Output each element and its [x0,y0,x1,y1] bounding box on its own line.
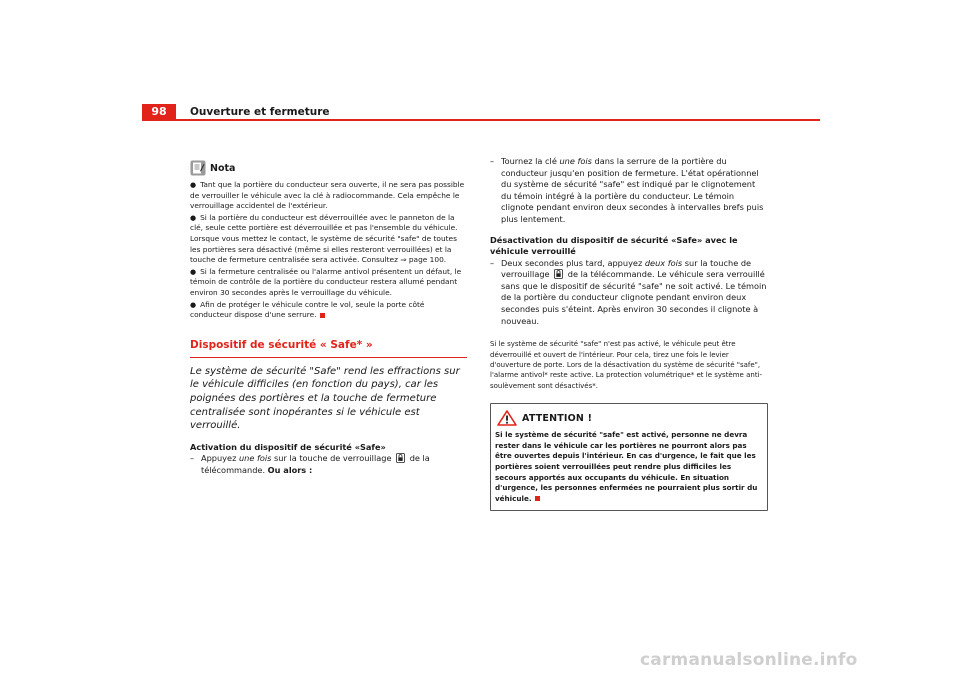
attention-header [491,404,767,430]
section-intro: Le système de sécurité "Safe" rend les effractions sur le véhicule difficiles (en fonction du pays), car les poignées des portières et la touche de fermeture centralisée sont inopérantes si le véhicule est verrouillé. [190,365,460,432]
header-rule [142,119,820,121]
note-header [190,160,467,176]
note-item: ● Si la portière du conducteur est déverrouillée avec le panneton de la clé, seule cette portière est déverrouillée et pas l'ensemble du véhicule. Lorsque vous mettez le contact, le système de sécurité "safe" de toutes les portières sera désactivé (même si elles resteront verrouillées) et la touche de fermeture centralisée sera activée. Consultez ⇒ page 100. [190,212,458,265]
section-title: Dispositif de sécurité « Safe* » [190,339,467,358]
page-number: 98 [142,104,176,120]
lock-key-icon [396,453,405,463]
activation-heading: Activation du dispositif de sécurité «Safe» [190,441,386,452]
note-icon [190,160,206,176]
attention-box [490,403,768,511]
page-link[interactable]: ⇒ page 100. [400,255,447,265]
activation-step: – Appuyez une fois sur la touche de verrouillage de la télécommande. Ou alors : [190,453,430,475]
warning-icon [497,410,517,426]
safe-info-text: Si le système de sécurité "safe" n'est pas activé, le véhicule peut être déverrouillé et ouvert de l'intérieur. Pour cela, tirez une fois le levier d'ouverture de porte. Lors de la désactivation du système de sécurité "safe", l'alarme antivol* reste active. La protection volumétrique* et le système anti-soulèvement sont désactivés*. [490,340,763,390]
watermark: carmanualsonline.info [640,650,858,670]
end-mark-icon [535,496,540,501]
note-item: ● Tant que la portière du conducteur sera ouverte, il ne sera pas possible de verrouiller le véhicule avec la clé à radiocommande. Cela empêche le verrouillage accidentel de l'extérieur. [190,180,465,211]
note-item: ● Afin de protéger le véhicule contre le vol, seule la porte côté conducteur dispose d'une serrure. [190,299,425,320]
end-mark-icon [320,313,325,318]
chapter-title: Ouverture et fermeture [190,106,330,118]
key-step: – Tournez la clé une fois dans la serrure de la portière du conducteur jusqu'en position de fermeture. L'état opérationnel du système de sécurité "safe" est indiqué par le clignotement du témoin intégré à la portière du conducteur. Le témoin clignote pendant environ deux secondes à intervalles brefs puis plus lentement. [490,156,764,224]
left-column [190,160,467,476]
deactivation-heading: Désactivation du dispositif de sécurité «Safe» avec le véhicule verrouillé [490,234,738,257]
deactivation-step: – Deux secondes plus tard, appuyez deux fois sur la touche de verrouillage de la télécommande. Le véhicule sera verrouillé sans que le dispositif de sécurité "safe" ne soit activé. Le témoin de la portière du conducteur clignote pendant environ deux secondes puis s'éteint. Après environ 30 secondes il clignote à nouveau. [490,257,767,326]
attention-label: ATTENTION ! [522,412,593,424]
note-item: ● Si la fermeture centralisée ou l'alarme antivol présentent un défaut, le témoin de contrôle de la portière du conducteur restera allumé pendant environ 30 secondes après le verrouillage du véhicule. [190,266,462,297]
lock-key-icon [554,269,563,279]
note-label: Nota [210,162,236,174]
attention-text: Si le système de sécurité "safe" est activé, personne ne devra rester dans le véhicule car les portières ne pourront alors pas être ouvertes depuis l'intérieur. En cas d'urgence, le fait que les portières soient verrouillées peut rendre plus difficiles les secours apportés aux occupants du véhicule. En situation d'urgence, les personnes enfermées ne pourraient plus sortir du véhicule. [495,430,758,503]
right-column [490,156,768,511]
